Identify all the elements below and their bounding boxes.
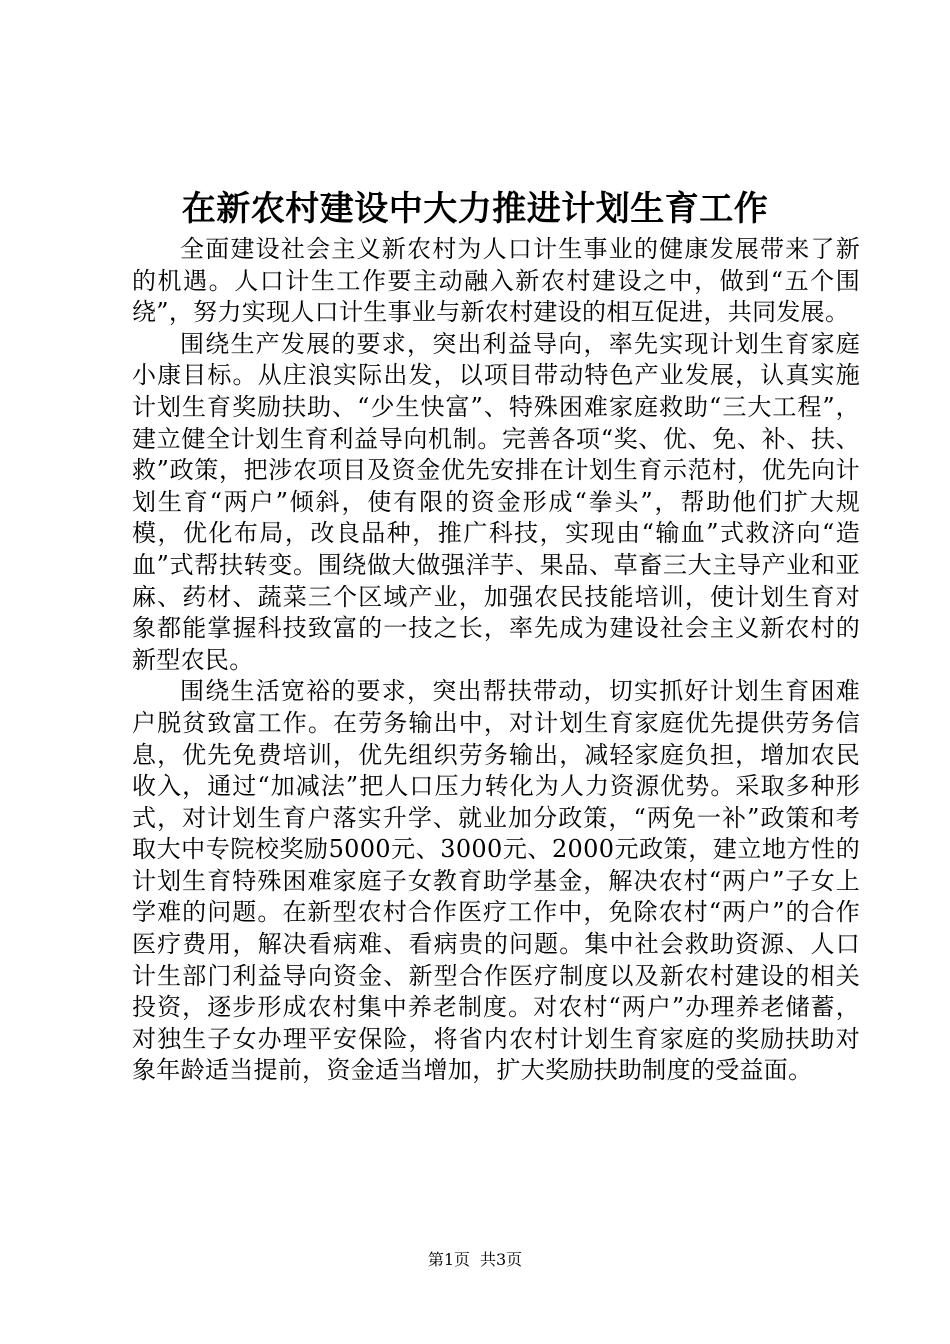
- page-total: 共3页: [480, 1250, 523, 1269]
- body-paragraph: 围绕生活宽裕的要求，突出帮扶带动，切实抓好计划生育困难户脱贫致富工作。在劳务输出中，对计划生育家庭优先提供劳务信息，优先免费培训，优先组织劳务输出，减轻家庭负担，增加农民收入，通过“加减法”把人口压力转化为人力资源优势。采取多种形式，对计划生育户落实升学、就业加分政策，“两免一补”政策和考取大中专院校奖励5000元、3000元、2000元政策，建立地方性的计划生育特殊困难家庭子女教育助学基金，解决农村“两户”子女上学难的问题。在新型农村合作医疗工作中，免除农村“两户”的合作医疗费用，解决看病难、看病贵的问题。集中社会救助资源、人口计生部门利益导向资金、新型合作医疗制度以及新农村建设的相关投资，逐步形成农村集中养老制度。对农村“两户”办理养老储蓄，对独生子女办理平安保险，将省内农村计划生育家庭的奖励扶助对象年龄适当提前，资金适当增加，扩大奖励扶助制度的受益面。: [132, 677, 860, 1085]
- page-footer: [0, 1250, 950, 1270]
- document-body: [132, 234, 860, 1087]
- document-title: 在新农村建设中大力推进计划生育工作: [181, 189, 769, 229]
- body-paragraph: 围绕生产发展的要求，突出利益导向，率先实现计划生育家庭小康目标。从庄浪实际出发，以项目带动特色产业发展，认真实施计划生育奖励扶助、“少生快富”、特殊困难家庭救助“三大工程”，建立健全计划生育利益导向机制。完善各项“奖、优、免、补、扶、救”政策，把涉农项目及资金优先安排在计划生育示范村，优先向计划生育“两户”倾斜，使有限的资金形成“拳头”，帮助他们扩大规模，优化布局，改良品种，推广科技，实现由“输血”式救济向“造血”式帮扶转变。围绕做大做强洋芋、果品、草畜三大主导产业和亚麻、药材、蔬菜三个区域产业，加强农民技能培训，使计划生育对象都能掌握科技致富的一技之长，率先成为建设社会主义新农村的新型农民。: [132, 329, 860, 674]
- body-paragraph: 全面建设社会主义新农村为人口计生事业的健康发展带来了新的机遇。人口计生工作要主动融入新农村建设之中，做到“五个围绕”，努力实现人口计生事业与新农村建设的相互促进，共同发展。: [132, 235, 860, 327]
- page-number: 第1页: [427, 1250, 470, 1269]
